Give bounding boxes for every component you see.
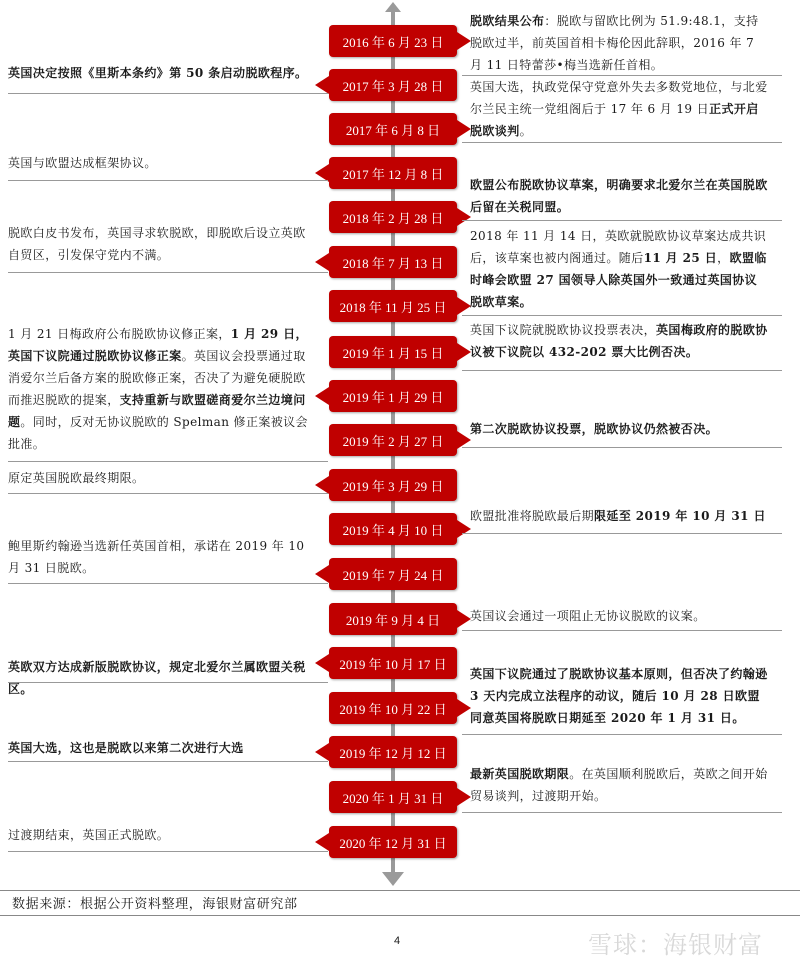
note-text: 1 月 21 日梅政府公布脱欧协议修正案， xyxy=(8,327,231,341)
note-rule xyxy=(8,93,328,94)
event-note xyxy=(8,467,313,489)
timeline-arrow-down xyxy=(382,872,404,886)
event-note xyxy=(8,152,313,174)
note-rule xyxy=(462,142,782,143)
note-text: 过渡期结束，英国正式脱欧。 xyxy=(8,828,170,842)
note-rule xyxy=(8,583,328,584)
event-note xyxy=(470,505,768,527)
note-text-bold: 正式开启脱欧谈判 xyxy=(470,102,759,138)
date-box: 2019 年 1 月 15 日 xyxy=(329,336,457,368)
connector-left xyxy=(315,476,329,494)
note-rule xyxy=(462,630,782,631)
connector-left xyxy=(315,833,329,851)
note-text: 欧盟批准将脱欧最后期 xyxy=(470,509,595,523)
note-rule xyxy=(462,812,782,813)
date-box: 2017 年 3 月 28 日 xyxy=(329,69,457,101)
date-box: 2019 年 3 月 29 日 xyxy=(329,469,457,501)
event-note xyxy=(8,323,313,455)
note-rule xyxy=(462,315,782,316)
date-box: 2017 年 12 月 8 日 xyxy=(329,157,457,189)
note-text: 2018 年 11 月 14 日，英欧就脱欧协议草案达成共识后，该草案也被内阁通过。随后 xyxy=(470,229,767,265)
note-text: 英国下议院就脱欧协议投票表决， xyxy=(470,323,657,337)
note-text-bold: 限延至 2019 年 10 月 31 日 xyxy=(594,509,766,523)
data-source: 数据来源：根据公开资料整理，海银财富研究部 xyxy=(12,897,298,912)
date-box: 2019 年 9 月 4 日 xyxy=(329,603,457,635)
note-rule xyxy=(8,461,328,462)
note-text: ：脱欧与留欧比例为 51.9:48.1，支持脱欧过半，前英国首相卡梅伦因此辞职，2016 年 7 月 11 日特蕾莎•梅当选新任首相。 xyxy=(470,14,759,72)
event-note xyxy=(470,763,768,807)
date-box: 2019 年 7 月 24 日 xyxy=(329,558,457,590)
connector-right xyxy=(457,343,471,361)
source-rule xyxy=(0,915,800,916)
connector-right xyxy=(457,788,471,806)
note-text: 。在英国顺利脱欧后，英欧之间开始贸易谈判，过渡期开始。 xyxy=(470,767,768,803)
date-box: 2019 年 10 月 17 日 xyxy=(329,647,457,679)
note-text-bold: 脱欧结果公布 xyxy=(470,14,545,28)
event-note xyxy=(470,663,768,729)
event-note xyxy=(8,737,313,759)
connector-right xyxy=(457,297,471,315)
note-rule xyxy=(8,851,328,852)
note-text-bold: 英国决定按照《里斯本条约》第 50 条启动脱欧程序。 xyxy=(8,66,308,80)
connector-right xyxy=(457,699,471,717)
connector-right xyxy=(457,32,471,50)
note-text: 原定英国脱欧最终期限。 xyxy=(8,471,145,485)
date-box: 2018 年 7 月 13 日 xyxy=(329,246,457,278)
event-note xyxy=(8,824,313,846)
connector-left xyxy=(315,76,329,94)
note-text: 。同时，反对无协议脱欧的 Spelman 修正案被议会批准。 xyxy=(8,415,308,451)
connector-left xyxy=(315,565,329,583)
note-rule xyxy=(462,447,782,448)
connector-left xyxy=(315,253,329,271)
connector-right xyxy=(457,610,471,628)
event-note xyxy=(470,319,768,363)
note-text: 鲍里斯约翰逊当选新任英国首相，承诺在 2019 年 10 月 31 日脱欧。 xyxy=(8,539,305,575)
event-note xyxy=(8,222,313,266)
connector-left xyxy=(315,743,329,761)
note-text: 英国大选，执政党保守党意外失去多数党地位，与北爱尔兰民主统一党组阁后于 17 年 6 月 19 日 xyxy=(470,80,768,116)
date-box: 2019 年 10 月 22 日 xyxy=(329,692,457,724)
note-text-bold: 第二次脱欧协议投票，脱欧协议仍然被否决。 xyxy=(470,422,719,436)
note-text-bold: 欧盟公布脱欧协议草案，明确要求北爱尔兰在英国脱欧后留在关税同盟。 xyxy=(470,178,768,214)
note-rule xyxy=(8,180,328,181)
note-text: 英国议会通过一项阻止无协议脱欧的议案。 xyxy=(470,609,706,623)
date-box: 2019 年 12 月 12 日 xyxy=(329,736,457,768)
date-box: 2018 年 2 月 28 日 xyxy=(329,201,457,233)
event-note xyxy=(470,10,768,76)
note-rule xyxy=(462,370,782,371)
connector-right xyxy=(457,120,471,138)
date-box: 2020 年 12 月 31 日 xyxy=(329,826,457,858)
source-rule xyxy=(0,890,800,891)
note-text-bold: 英国大选，这也是脱欧以来第二次进行大选 xyxy=(8,741,244,755)
connector-left xyxy=(315,387,329,405)
date-box: 2017 年 6 月 8 日 xyxy=(329,113,457,145)
event-note xyxy=(470,418,768,440)
event-note xyxy=(8,656,313,700)
note-rule xyxy=(8,493,328,494)
connector-left xyxy=(315,654,329,672)
note-text: 脱欧白皮书发布，英国寻求软脱欧，即脱欧后设立英欧自贸区，引发保守党内不满。 xyxy=(8,226,306,262)
note-rule xyxy=(462,734,782,735)
date-box: 2018 年 11 月 25 日 xyxy=(329,290,457,322)
note-rule xyxy=(8,761,328,762)
note-text-bold: 支持重新与欧盟磋商爱尔兰边境问题 xyxy=(8,393,306,429)
note-text: 。英国议会投票通过取消爱尔兰后备方案的脱欧修正案，否决了为避免硬脱欧而推迟脱欧的提案， xyxy=(8,349,306,407)
event-note xyxy=(8,62,313,84)
event-note xyxy=(8,535,313,579)
date-box: 2020 年 1 月 31 日 xyxy=(329,781,457,813)
note-rule xyxy=(462,533,782,534)
note-text-bold: 11 月 25 日 xyxy=(643,251,718,265)
page-number: 4 xyxy=(394,935,401,947)
connector-right xyxy=(457,208,471,226)
note-text-bold: 英欧双方达成新版脱欧协议，规定北爱尔兰属欧盟关税区。 xyxy=(8,660,306,696)
event-note xyxy=(470,225,768,313)
note-text-bold: 1 月 29 日，英国下议院通过脱欧协议修正案 xyxy=(8,327,308,363)
note-text-bold: 英国下议院通过了脱欧协议基本原则，但否决了约翰逊 3 天内完成立法程序的动议，随后 10 月 28 日欧盟同意英国将脱欧日期延至 2020 年 1 月 31 日。 xyxy=(470,667,768,725)
timeline-axis-top xyxy=(385,2,401,12)
date-box: 2019 年 4 月 10 日 xyxy=(329,513,457,545)
note-text: 。 xyxy=(519,124,533,138)
note-text: 英国与欧盟达成框架协议。 xyxy=(8,156,157,170)
note-rule xyxy=(462,220,782,221)
note-text-bold: 欧盟临时峰会欧盟 27 国领导人除英国外一致通过英国协议脱欧草案。 xyxy=(470,251,767,309)
note-text-bold: 英国梅政府的脱欧协议被下议院以 432-202 票大比例否决。 xyxy=(470,323,768,359)
note-text: ， xyxy=(717,251,730,265)
watermark: 雪球：海银财富 xyxy=(588,932,763,959)
note-rule xyxy=(8,272,328,273)
event-note xyxy=(470,174,768,218)
connector-right xyxy=(457,520,471,538)
date-box: 2019 年 1 月 29 日 xyxy=(329,380,457,412)
event-note xyxy=(470,76,768,142)
date-box: 2019 年 2 月 27 日 xyxy=(329,424,457,456)
note-text-bold: 最新英国脱欧期限 xyxy=(470,767,570,781)
event-note xyxy=(470,605,768,627)
date-box: 2016 年 6 月 23 日 xyxy=(329,25,457,57)
